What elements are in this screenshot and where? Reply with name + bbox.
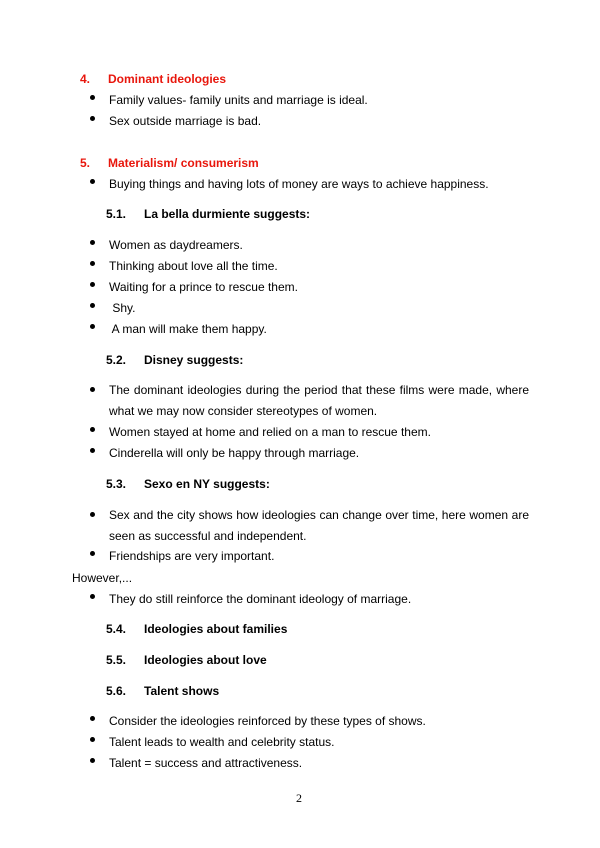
bullet-icon [90,282,95,287]
bullet-icon [90,240,95,245]
list-item: Shy. [109,298,135,319]
bullet-icon [90,594,95,599]
bullet-icon [90,716,95,721]
section-title: Ideologies about families [144,622,288,636]
section-title: Ideologies about love [144,653,267,667]
subsection-5-6-heading [106,684,219,698]
section-number: 5.2. [106,353,127,367]
section-number: 5.3. [106,477,127,491]
bullet-icon [90,551,95,556]
bullet-icon [90,512,95,517]
list-item: They do still reinforce the dominant ideology of marriage. [109,589,411,610]
subsection-5-1-heading [106,207,310,221]
section-4-heading [80,72,226,86]
list-item: A man will make them happy. [109,319,267,340]
subsection-5-3-heading [106,477,270,491]
section-number: 5. [80,156,91,170]
list-item: Friendships are very important. [109,546,274,567]
list-item: Buying things and having lots of money are ways to achieve happiness. [109,174,489,195]
subsection-5-2-heading [106,353,243,367]
list-item: Sex and the city shows how ideologies can change over time, here women are seen as successful and independent. [109,505,529,547]
section-number: 5.6. [106,684,127,698]
list-item: Sex outside marriage is bad. [109,111,261,132]
subsection-5-5-heading [106,653,267,667]
bullet-icon [90,95,95,100]
bullet-icon [90,116,95,121]
page-number: 2 [296,791,302,805]
bullet-icon [90,179,95,184]
bullet-icon [90,427,95,432]
section-number: 5.1. [106,207,127,221]
section-number: 5.5. [106,653,127,667]
list-item: Talent leads to wealth and celebrity status. [109,732,334,753]
bullet-icon [90,324,95,329]
section-title: Sexo en NY suggests: [144,477,270,491]
list-item: Family values- family units and marriage is ideal. [109,90,368,111]
list-item: The dominant ideologies during the period that these films were made, where what we may now consider stereotypes of women. [109,380,529,422]
section-5-heading [80,156,259,170]
list-item: Consider the ideologies reinforced by these types of shows. [109,711,426,732]
bullet-icon [90,448,95,453]
list-item: Cinderella will only be happy through marriage. [109,443,359,464]
list-item: Women stayed at home and relied on a man to rescue them. [109,422,431,443]
however-text: However,... [72,571,133,585]
section-title: Dominant ideologies [108,72,227,86]
section-number: 4. [80,72,91,86]
section-title: La bella durmiente suggests: [144,207,311,221]
subsection-5-4-heading [106,622,287,636]
bullet-icon [90,737,95,742]
bullet-icon [90,758,95,763]
list-item: Women as daydreamers. [109,235,243,256]
section-title: Disney suggests: [144,353,244,367]
section-title: Talent shows [144,684,220,698]
section-title: Materialism/ consumerism [108,156,259,170]
list-item: Thinking about love all the time. [109,256,278,277]
bullet-icon [90,303,95,308]
bullet-icon [90,261,95,266]
bullet-icon [90,387,95,392]
list-item: Talent = success and attractiveness. [109,753,302,774]
section-number: 5.4. [106,622,127,636]
list-item: Waiting for a prince to rescue them. [109,277,298,298]
